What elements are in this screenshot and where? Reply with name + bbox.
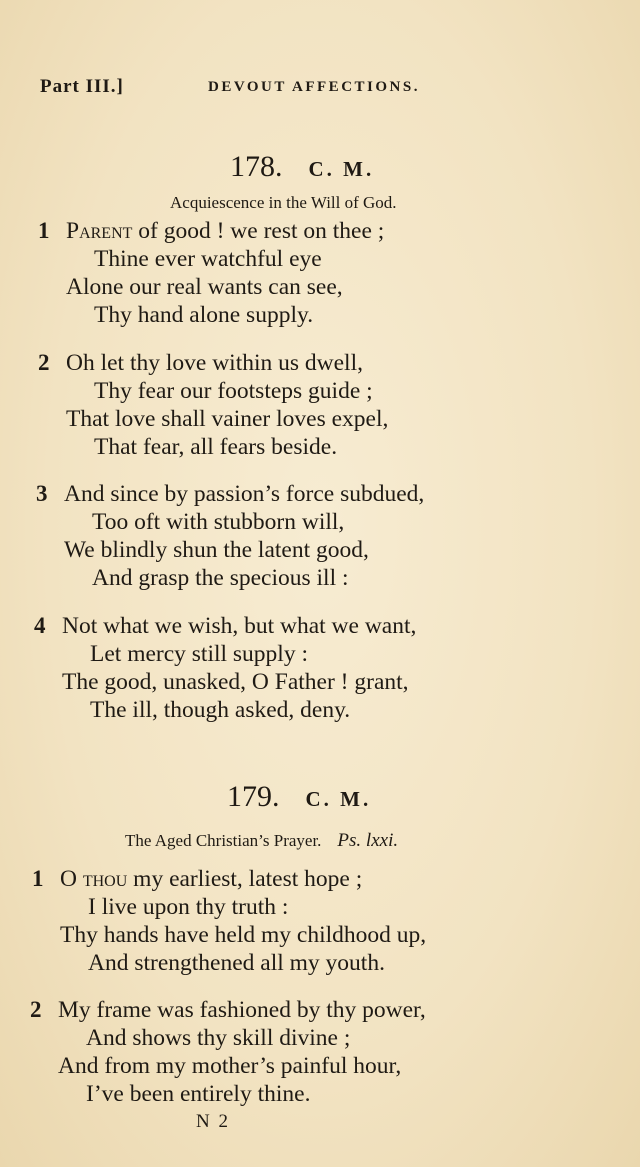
running-head <box>40 76 420 98</box>
hymn-179-heading <box>227 780 371 814</box>
verse-line: Thy hand alone supply. <box>94 302 314 328</box>
verse-line: And from my mother’s painful hour, <box>58 1053 402 1079</box>
verse-line: And since by passion’s force subdued, <box>64 481 425 507</box>
verse-number: 4 <box>34 613 46 638</box>
verse-line: We blindly shun the latent good, <box>64 537 369 563</box>
verse-line: And strengthened all my youth. <box>88 950 385 976</box>
scripture-reference: Ps. lxxi. <box>337 830 399 851</box>
verse-line <box>66 218 384 245</box>
subtitle-text: The Aged Christian’s Prayer. <box>125 831 322 850</box>
verse-line: My frame was fashioned by thy power, <box>58 997 426 1023</box>
verse-line: I live upon thy truth : <box>88 894 289 920</box>
verse-line: Thine ever watchful eye <box>94 246 322 272</box>
verse-line: Thy fear our footsteps guide ; <box>94 378 373 404</box>
verse-line: I’ve been entirely thine. <box>86 1081 311 1107</box>
verse-line: The ill, though asked, deny. <box>90 697 351 723</box>
verse-line: Alone our real wants can see, <box>66 274 343 300</box>
verse-line: Let mercy still supply : <box>90 641 308 667</box>
section-title: DEVOUT AFFECTIONS. <box>208 79 420 95</box>
verse-line: Not what we wish, but what we want, <box>62 613 417 639</box>
verse-number: 2 <box>30 997 42 1022</box>
verse-line-text: my earliest, latest hope ; <box>127 866 363 892</box>
verse-line: Too oft with stubborn will, <box>92 509 345 535</box>
verse-lead: Parent <box>66 218 133 244</box>
verse-line: And grasp the specious ill : <box>92 565 349 591</box>
hymn-178-heading <box>230 150 374 184</box>
verse-line: Oh let thy love within us dwell, <box>66 350 363 376</box>
verse-number: 1 <box>38 218 50 243</box>
hymn-179-subtitle <box>125 830 398 852</box>
hymn-178-subtitle: Acquiescence in the Will of God. <box>170 193 397 212</box>
verse-line: That love shall vainer loves expel, <box>66 406 389 432</box>
part-label: Part III.] <box>40 76 124 97</box>
verse-line: The good, unasked, O Father ! grant, <box>62 669 409 695</box>
hymn-meter: C. M. <box>305 787 372 811</box>
verse-number: 3 <box>36 481 48 506</box>
verse-line: Thy hands have held my childhood up, <box>60 922 427 948</box>
verse-line <box>60 866 362 893</box>
verse-line-text: of good ! we rest on thee ; <box>132 218 385 244</box>
verse-lead: O thou <box>60 866 128 892</box>
verse-number: 2 <box>38 350 50 375</box>
verse-line: That fear, all fears beside. <box>94 434 338 460</box>
hymn-number: 179. <box>227 780 280 813</box>
signature-mark: N 2 <box>196 1111 230 1132</box>
hymn-meter: C. M. <box>308 157 375 181</box>
verse-line: And shows thy skill divine ; <box>86 1025 351 1051</box>
hymn-number: 178. <box>230 150 283 183</box>
verse-number: 1 <box>32 866 44 891</box>
